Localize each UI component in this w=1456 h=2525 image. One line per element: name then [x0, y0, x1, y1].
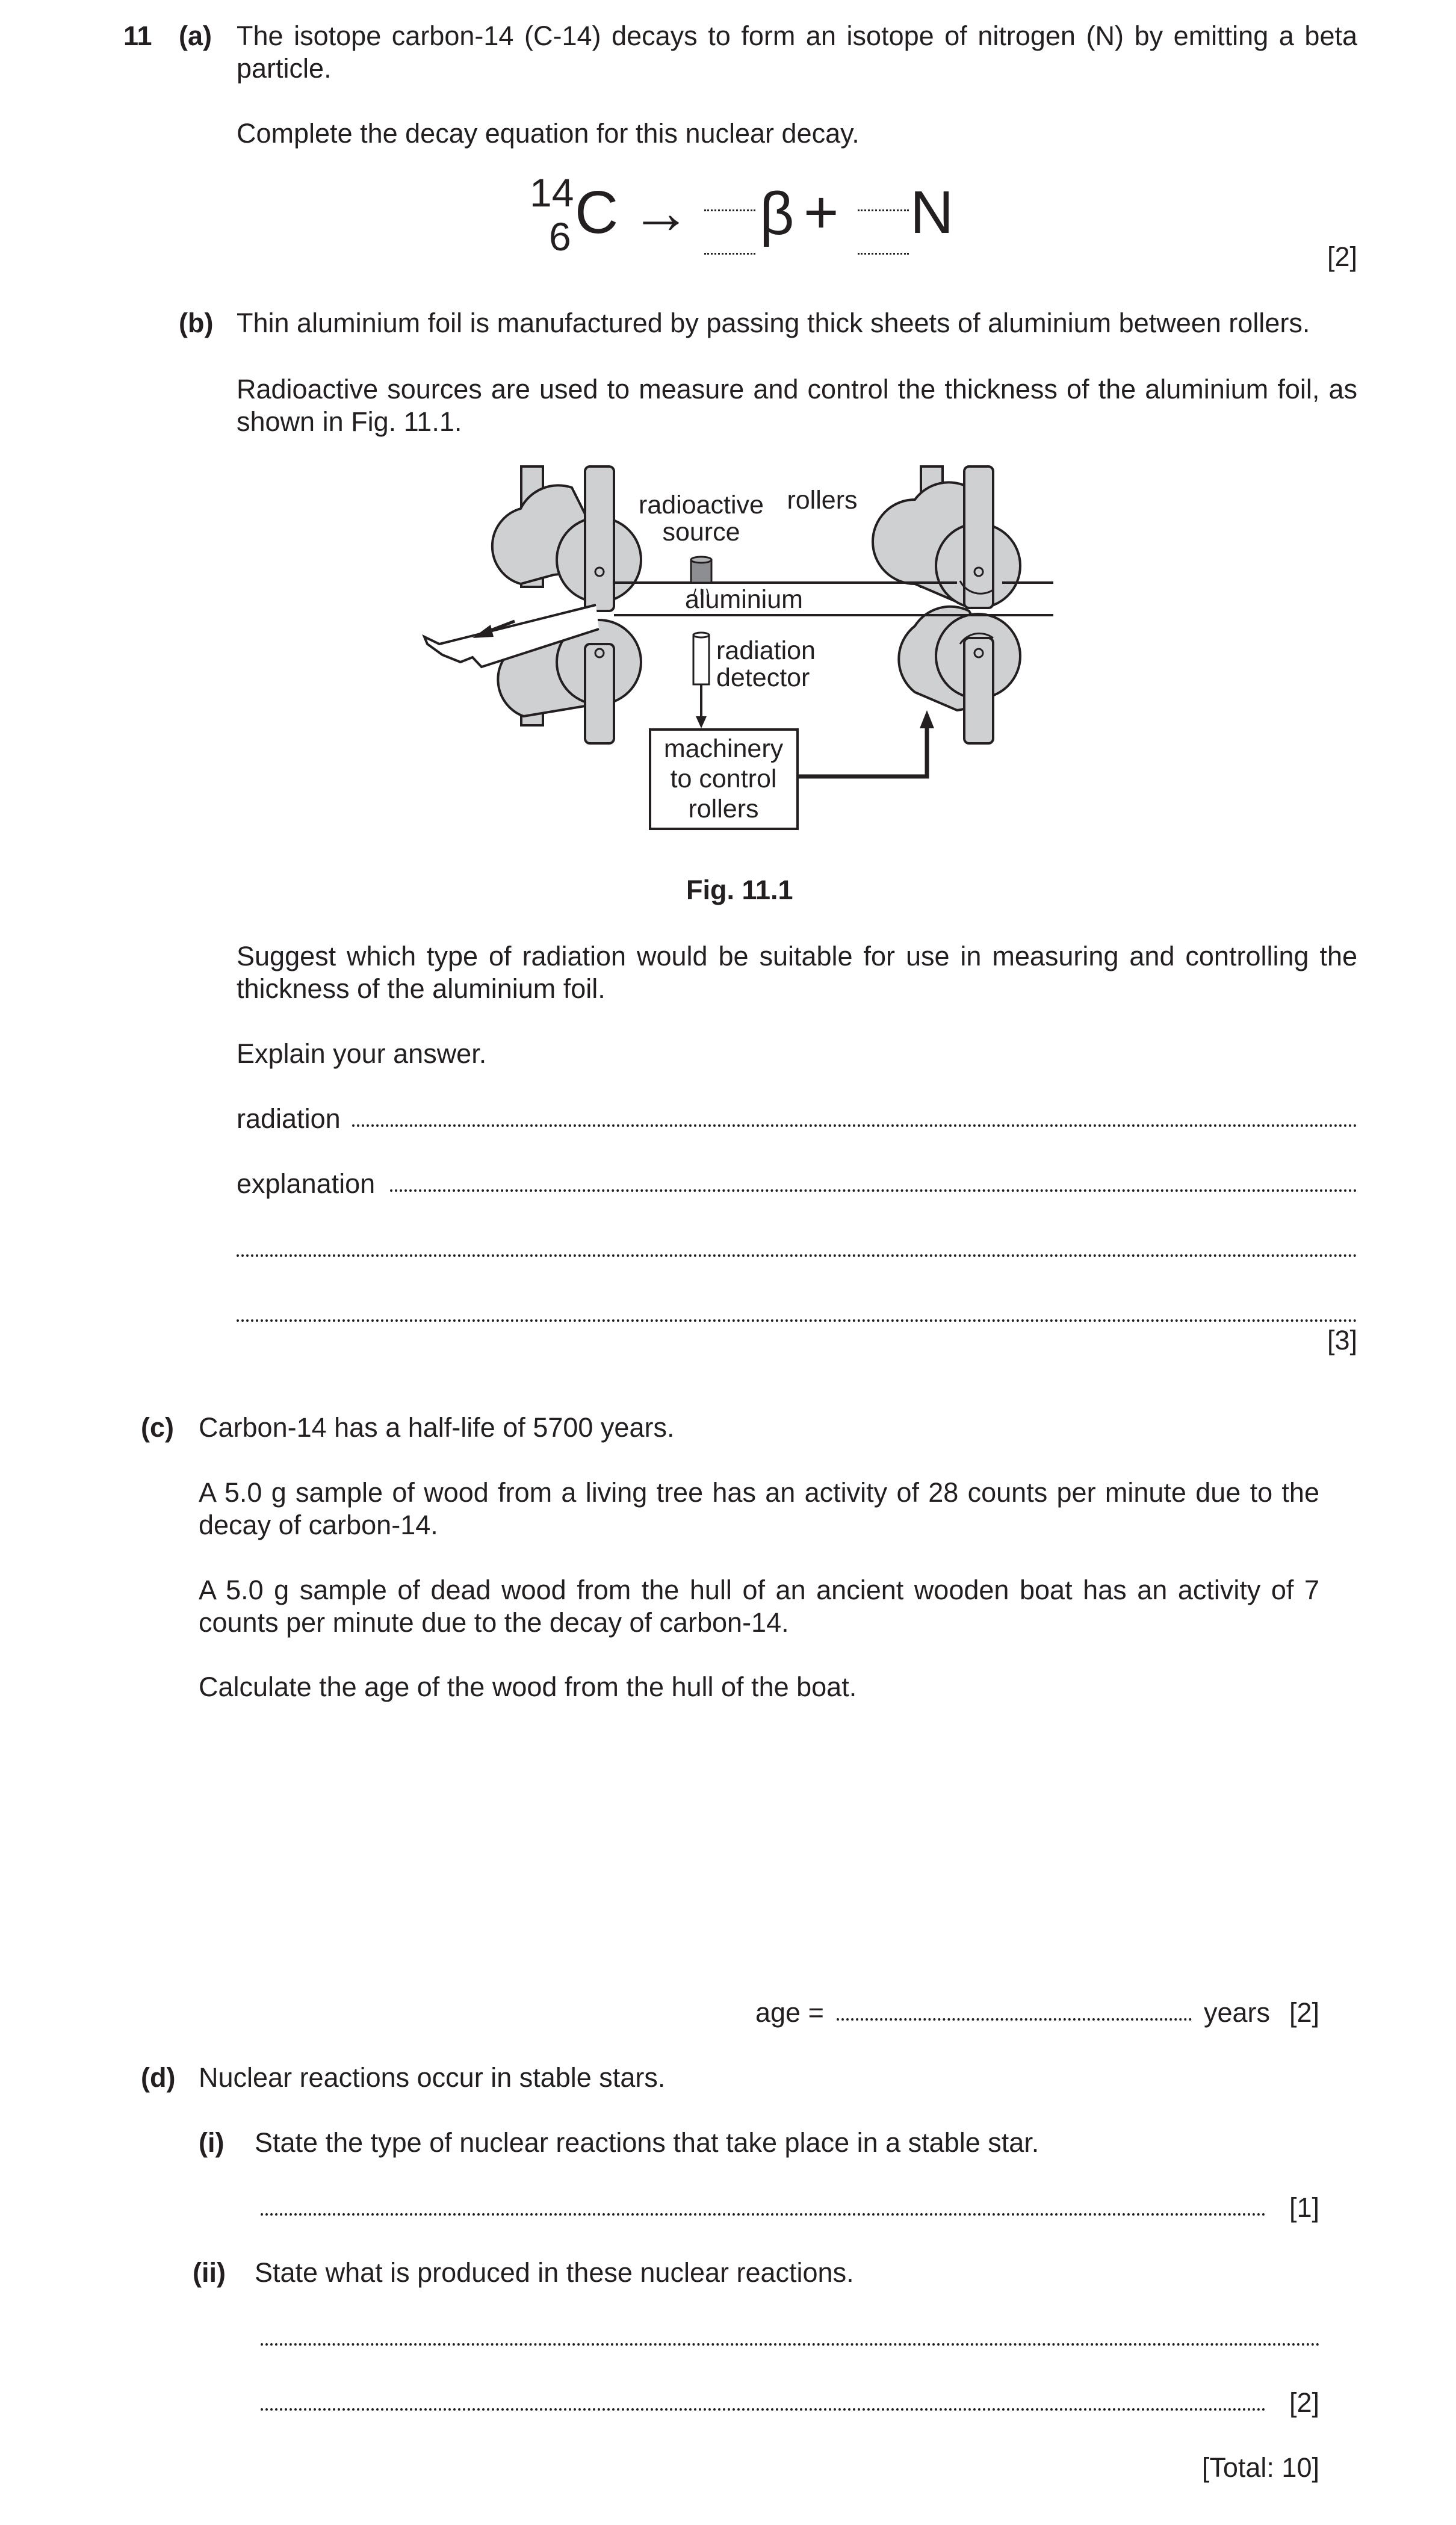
detector-signal-arrowhead: [696, 716, 707, 728]
control-feedback-arrowhead: [920, 710, 934, 728]
radiation-detector-top: [693, 633, 709, 637]
label-to-control: to control: [670, 764, 777, 793]
plus-sign: +: [804, 179, 839, 246]
foil-direction-arrowhead: [472, 625, 494, 638]
radiation-detector-icon: [693, 635, 709, 684]
part-c-text3: A 5.0 g sample of dead wood from the hull of an ancient wooden boat has an activity of 7 counts per minute due to the decay of carbon-14.: [199, 1575, 1319, 1638]
label-machinery-rollers: rollers: [688, 795, 759, 823]
left-front-stand: [585, 466, 614, 611]
label-rollers: rollers: [787, 486, 858, 515]
mass-number: 14: [530, 170, 574, 215]
nitrogen-symbol: N: [910, 179, 954, 246]
part-d-ii-answer-line-2[interactable]: [261, 2408, 1266, 2411]
beta-mass-number-blank[interactable]: [704, 209, 755, 211]
explanation-label: explanation: [237, 1168, 376, 1199]
part-b-marks: [3]: [1327, 1325, 1357, 1355]
part-b-label: (b): [179, 308, 214, 338]
part-d-i-marks: [1]: [1289, 2192, 1319, 2223]
right-front-stand: [964, 466, 993, 608]
part-b-text1: Thin aluminium foil is manufactured by passing thick sheets of aluminium between rollers.: [237, 308, 1310, 338]
part-c-text1: Carbon-14 has a half-life of 5700 years.: [199, 1412, 675, 1443]
part-d-ii-text: State what is produced in these nuclear reactions.: [255, 2257, 854, 2288]
reaction-arrow: →: [631, 179, 691, 246]
part-b-text4: Explain your answer.: [237, 1038, 487, 1069]
part-c-text4: Calculate the age of the wood from the hull of the boat.: [199, 1671, 857, 1702]
right-front-stand-lower: [964, 638, 993, 743]
label-radiation: radiation: [716, 636, 816, 665]
beta-symbol: β: [760, 180, 795, 247]
carbon-symbol: C: [575, 179, 619, 246]
part-a-label: (a): [179, 20, 212, 51]
figure-11-1: [415, 463, 1071, 849]
part-d-i-text: State the type of nuclear reactions that take place in a stable star.: [255, 2127, 1039, 2158]
explanation-answer-line-1[interactable]: [390, 1189, 1357, 1192]
radiation-label: radiation: [237, 1103, 341, 1134]
figure-caption: Fig. 11.1: [686, 875, 793, 905]
total-marks: [Total: 10]: [1201, 2452, 1319, 2483]
radiation-answer-line[interactable]: [352, 1124, 1357, 1127]
part-d-ii-label: (ii): [193, 2257, 226, 2288]
part-d-ii-marks: [2]: [1289, 2387, 1319, 2418]
part-b-text2: Radioactive sources are used to measure and control the thickness of the aluminium foil, as shown in Fig. 11.1.: [237, 374, 1357, 437]
part-b-text3: Suggest which type of radiation would be suitable for use in measuring and controlling the thickness of the aluminium foil.: [237, 941, 1357, 1004]
part-d-i-label: (i): [199, 2127, 225, 2158]
part-d-i-answer-line[interactable]: [261, 2213, 1266, 2216]
label-detector: detector: [716, 663, 810, 692]
label-source: source: [662, 518, 740, 547]
label-machinery: machinery: [663, 734, 784, 763]
nitrogen-mass-number-blank[interactable]: [858, 209, 909, 211]
part-a-instruction: Complete the decay equation for this nuclear decay.: [237, 118, 860, 149]
part-c-label: (c): [141, 1412, 174, 1443]
radioactive-source-top: [691, 557, 711, 563]
beta-atomic-number-blank[interactable]: [704, 253, 755, 255]
part-a-text: The isotope carbon-14 (C-14) decays to form an isotope of nitrogen (N) by emitting a beta particle.: [237, 20, 1357, 84]
part-d-text: Nuclear reactions occur in stable stars.: [199, 2062, 666, 2093]
question-number: 11: [123, 20, 152, 51]
nitrogen-atomic-number-blank[interactable]: [858, 253, 909, 255]
control-feedback-line: [798, 725, 927, 776]
explanation-answer-line-2[interactable]: [237, 1254, 1357, 1257]
part-d-ii-answer-line-1[interactable]: [261, 2343, 1320, 2346]
age-answer-line[interactable]: [837, 2018, 1192, 2021]
label-aluminium: aluminium: [685, 585, 803, 614]
part-c-marks: [2]: [1289, 1997, 1319, 2028]
part-a-marks: [2]: [1327, 241, 1357, 272]
left-front-stand-lower: [585, 644, 614, 743]
age-unit: years: [1204, 1997, 1271, 2028]
explanation-answer-line-3[interactable]: [237, 1319, 1357, 1322]
label-radioactive: radioactive: [639, 491, 764, 519]
part-c-text2: A 5.0 g sample of wood from a living tree has an activity of 28 counts per minute due to the decay of carbon-14.: [199, 1477, 1319, 1540]
atomic-number: 6: [549, 214, 571, 259]
part-d-label: (d): [141, 2062, 176, 2093]
age-label: age =: [755, 1997, 824, 2028]
